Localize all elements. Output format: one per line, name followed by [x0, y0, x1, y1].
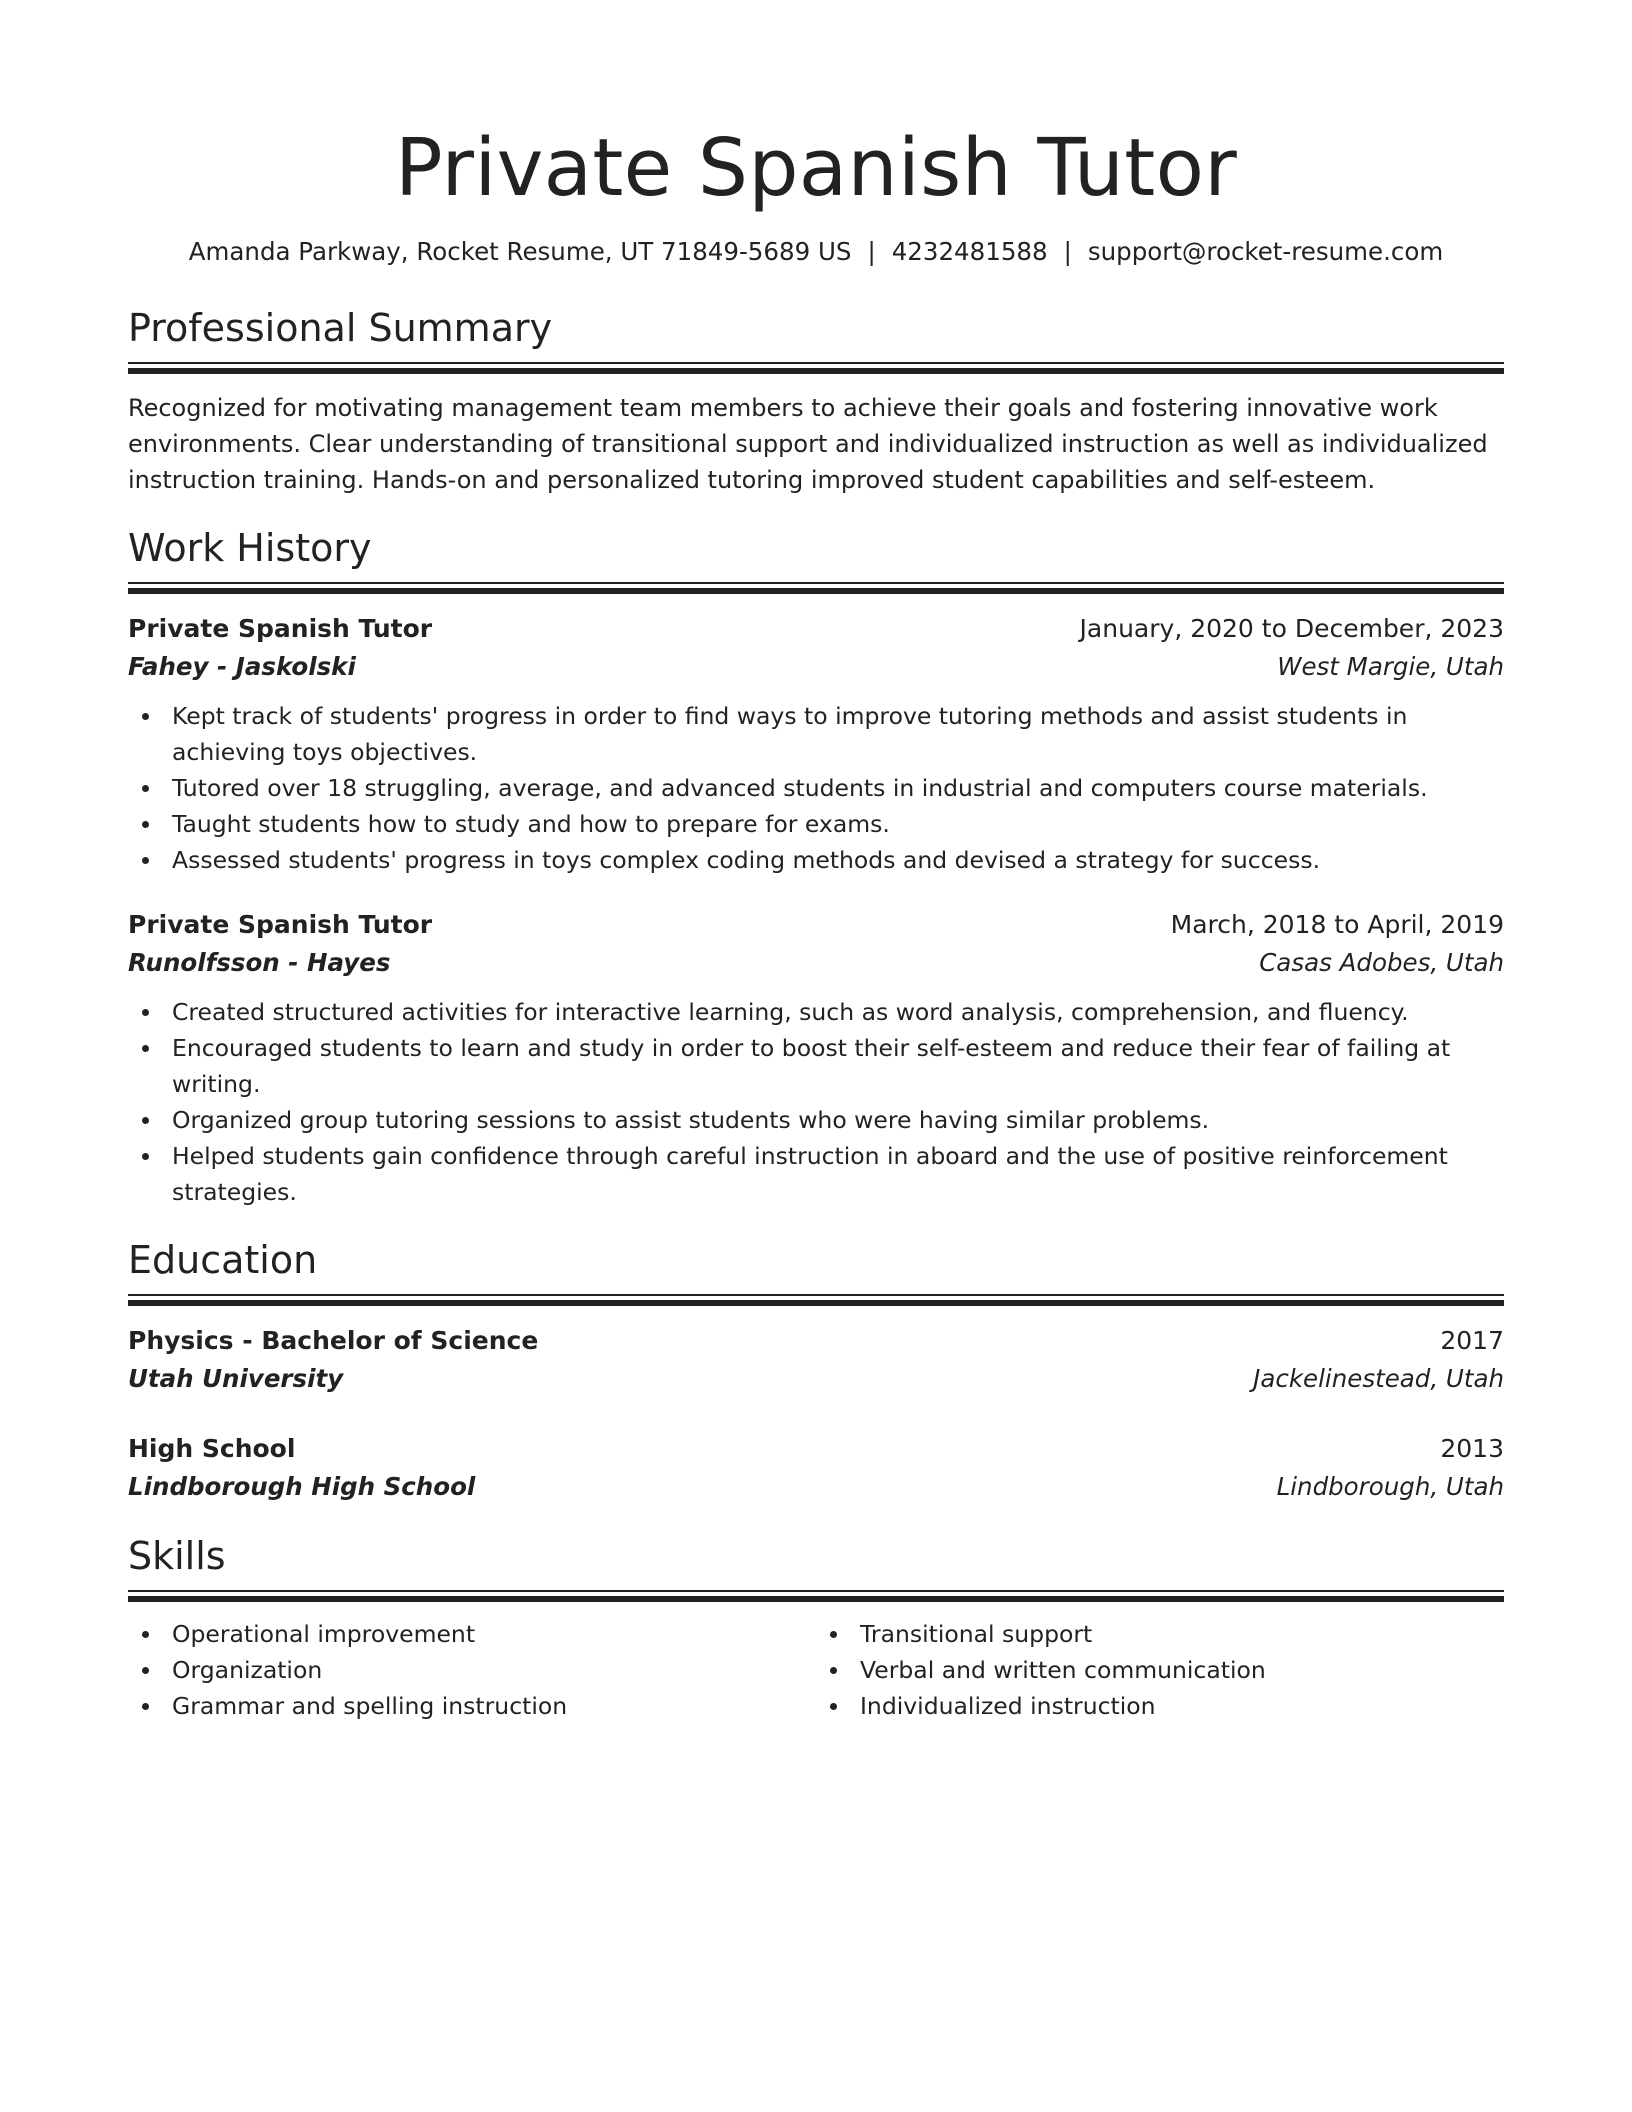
education-location: Jackelinestead, Utah [1253, 1364, 1504, 1393]
job-company: Fahey - Jaskolski [128, 652, 356, 681]
job-company-row [128, 648, 1504, 686]
job-dates: January, 2020 to December, 2023 [1079, 614, 1504, 643]
job-header-row [128, 906, 1504, 944]
skill-item: Individualized instruction [816, 1688, 1504, 1724]
section-divider [128, 1590, 1504, 1602]
resume-title: Private Spanish Tutor [394, 122, 1237, 214]
list-item: Taught students how to study and how to prepare for exams. [128, 806, 1504, 842]
skill-item: Operational improvement [128, 1616, 816, 1652]
job-location: West Margie, Utah [1277, 652, 1504, 681]
job-dates: March, 2018 to April, 2019 [1170, 910, 1504, 939]
education-entry [128, 1430, 1504, 1506]
contact-address: Amanda Parkway, Rocket Resume, UT 71849-5689 US [188, 237, 852, 266]
skill-item: Organization [128, 1652, 816, 1688]
job-entry [128, 610, 1504, 878]
section-divider [128, 1294, 1504, 1306]
job-location: Casas Adobes, Utah [1259, 948, 1504, 977]
skills-grid [128, 1616, 1504, 1724]
list-item: Kept track of students' progress in order to find ways to improve tutoring methods and assist students in achieving toys objectives. [128, 698, 1504, 770]
education-school: Utah University [128, 1364, 344, 1393]
list-item: Assessed students' progress in toys complex coding methods and devised a strategy for success. [128, 842, 1504, 878]
education-year: 2017 [1440, 1326, 1504, 1355]
contact-separator: | [1063, 237, 1072, 266]
section-divider [128, 362, 1504, 374]
summary-heading: Professional Summary [128, 306, 553, 350]
list-item: Helped students gain confidence through careful instruction in aboard and the use of positive reinforcement strategies. [128, 1138, 1504, 1210]
work-history-heading: Work History [128, 526, 372, 570]
education-location: Lindborough, Utah [1276, 1472, 1504, 1501]
contact-phone: 4232481588 [891, 237, 1048, 266]
summary-text: Recognized for motivating management team members to achieve their goals and fostering innovative work environments. Clear understanding of transitional support and individualized instruction as well as individualized instruction training. Hands-on and personalized tutoring improved student capabilities and self-esteem. [128, 394, 1488, 494]
education-school: Lindborough High School [128, 1472, 476, 1501]
job-entry [128, 906, 1504, 1210]
summary-section [128, 304, 1504, 498]
list-item: Created structured activities for interactive learning, such as word analysis, comprehension, and fluency. [128, 994, 1504, 1030]
education-year: 2013 [1440, 1434, 1504, 1463]
job-header-row [128, 610, 1504, 648]
job-company: Runolfsson - Hayes [128, 948, 391, 977]
contact-email[interactable]: support@rocket-resume.com [1087, 237, 1444, 266]
education-school-row [128, 1360, 1504, 1398]
skills-list [128, 1616, 816, 1724]
education-entry [128, 1322, 1504, 1398]
skills-heading: Skills [128, 1534, 226, 1578]
skills-column-right [816, 1616, 1504, 1724]
skills-section [128, 1532, 1504, 1724]
section-divider [128, 582, 1504, 594]
contact-line [128, 234, 1504, 270]
job-title: Private Spanish Tutor [128, 910, 433, 939]
education-section [128, 1236, 1504, 1506]
skills-list [816, 1616, 1504, 1724]
skill-item: Grammar and spelling instruction [128, 1688, 816, 1724]
education-header-row [128, 1430, 1504, 1468]
education-heading: Education [128, 1238, 318, 1282]
job-company-row [128, 944, 1504, 982]
job-bullets [128, 994, 1504, 1210]
job-title: Private Spanish Tutor [128, 614, 433, 643]
work-history-section [128, 524, 1504, 1210]
skill-item: Verbal and written communication [816, 1652, 1504, 1688]
list-item: Tutored over 18 struggling, average, and advanced students in industrial and computers course materials. [128, 770, 1504, 806]
skill-item: Transitional support [816, 1616, 1504, 1652]
education-header-row [128, 1322, 1504, 1360]
education-degree: High School [128, 1434, 296, 1463]
list-item: Encouraged students to learn and study in order to boost their self-esteem and reduce their fear of failing at writing. [128, 1030, 1504, 1102]
contact-separator: | [867, 237, 876, 266]
education-school-row [128, 1468, 1504, 1506]
skills-column-left [128, 1616, 816, 1724]
education-degree: Physics - Bachelor of Science [128, 1326, 539, 1355]
job-bullets [128, 698, 1504, 878]
list-item: Organized group tutoring sessions to assist students who were having similar problems. [128, 1102, 1504, 1138]
